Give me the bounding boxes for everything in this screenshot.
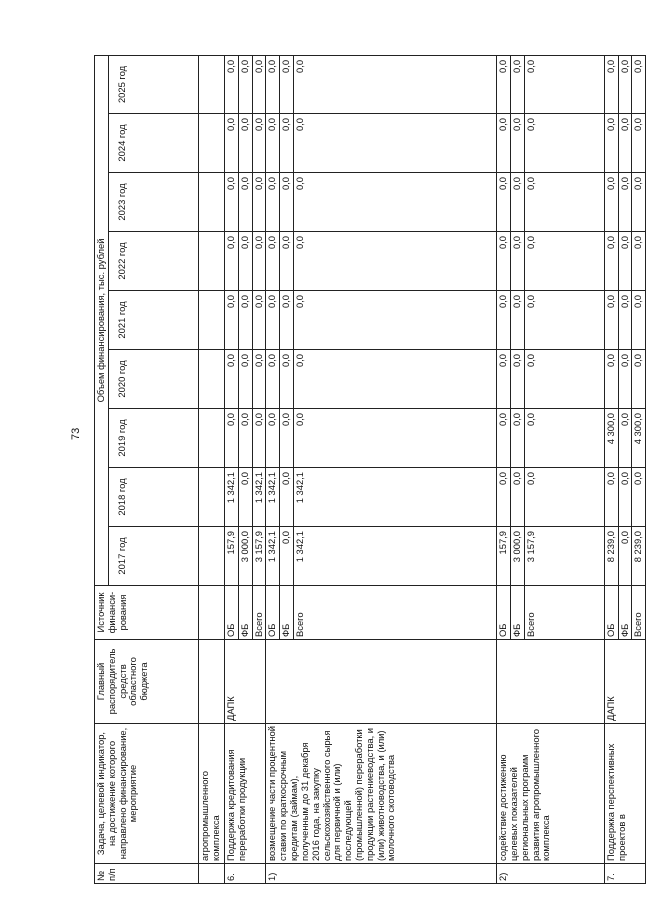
funding-value: 0,0 <box>266 114 280 173</box>
funding-value: 3 000,0 <box>510 527 524 586</box>
funding-source: ФБ <box>238 586 252 640</box>
funding-value: 0,0 <box>252 114 266 173</box>
funding-value: 0,0 <box>632 468 646 527</box>
funding-value: 0,0 <box>252 232 266 291</box>
year-header: 2022 год <box>109 232 199 291</box>
funding-value: 0,0 <box>225 114 239 173</box>
funding-value: 0,0 <box>252 55 266 113</box>
funding-value: 0,0 <box>280 291 294 350</box>
funding-value: 0,0 <box>238 409 252 468</box>
row-number: 2) <box>497 864 605 884</box>
funding-value: 8 239,0 <box>632 527 646 586</box>
funding-value: 0,0 <box>524 409 604 468</box>
funding-value: 0,0 <box>280 232 294 291</box>
funding-value: 0,0 <box>238 232 252 291</box>
funding-value: 0,0 <box>238 55 252 113</box>
funding-source: ФБ <box>510 586 524 640</box>
funding-value: 0,0 <box>604 350 618 409</box>
funding-value: 0,0 <box>510 409 524 468</box>
funding-value: 0,0 <box>280 527 294 586</box>
task-description: Поддержка перспективных проектов в <box>604 724 645 864</box>
funding-value: 157,9 <box>225 527 239 586</box>
funding-value: 0,0 <box>524 291 604 350</box>
funding-value: 0,0 <box>238 114 252 173</box>
row-number: 1) <box>266 864 497 884</box>
funding-value: 0,0 <box>524 468 604 527</box>
funding-value: 0,0 <box>294 114 497 173</box>
budget-administrator <box>497 640 605 724</box>
funding-source: ОБ <box>266 586 280 640</box>
funding-value: 0,0 <box>524 114 604 173</box>
funding-value: 0,0 <box>632 232 646 291</box>
funding-value: 0,0 <box>497 114 511 173</box>
task-description: содействие достижению целевых показателей региональных программ развития агропромышленного комплекса <box>497 724 605 864</box>
task-description: возмещение части процентной ставки по краткосрочным кредитам (займам), полученным до 31 декабря 2016 года, на закупку сельскохозяйственного сырья для первичной и (или) последующей (промышленной) переработки продукции растениеводства, и (или) животноводства, и (или) молочного скотоводства <box>266 724 497 864</box>
funding-value: 1 342,1 <box>294 527 497 586</box>
funding-value: 1 342,1 <box>266 527 280 586</box>
budget-administrator: ДАПК <box>225 640 266 724</box>
funding-source: ОБ <box>225 586 239 640</box>
funding-value: 0,0 <box>225 350 239 409</box>
funding-value: 0,0 <box>280 468 294 527</box>
funding-value: 4 300,0 <box>632 409 646 468</box>
funding-value: 0,0 <box>604 173 618 232</box>
year-header: 2018 год <box>109 468 199 527</box>
col-header-funding: Объем финансирования, тыс. рублей <box>95 55 109 585</box>
funding-value: 0,0 <box>225 232 239 291</box>
funding-value: 0,0 <box>294 350 497 409</box>
funding-value: 0,0 <box>497 468 511 527</box>
funding-source: ФБ <box>618 586 632 640</box>
funding-value: 0,0 <box>252 350 266 409</box>
funding-value: 3 157,9 <box>524 527 604 586</box>
funding-value: 0,0 <box>294 173 497 232</box>
table-row <box>266 55 280 883</box>
funding-source: ФБ <box>280 586 294 640</box>
year-header: 2023 год <box>109 173 199 232</box>
year-header: 2024 год <box>109 114 199 173</box>
funding-value: 0,0 <box>238 291 252 350</box>
funding-value: 0,0 <box>280 173 294 232</box>
funding-value: 0,0 <box>510 114 524 173</box>
funding-value: 0,0 <box>524 350 604 409</box>
funding-value: 0,0 <box>497 55 511 113</box>
funding-value: 0,0 <box>618 350 632 409</box>
funding-value: 0,0 <box>510 173 524 232</box>
funding-value: 0,0 <box>238 468 252 527</box>
funding-value: 0,0 <box>252 409 266 468</box>
funding-value: 0,0 <box>524 55 604 113</box>
funding-source: ОБ <box>497 586 511 640</box>
funding-value: 0,0 <box>225 55 239 113</box>
funding-value: 0,0 <box>618 291 632 350</box>
year-header: 2019 год <box>109 409 199 468</box>
intro-row <box>199 55 225 883</box>
funding-value: 0,0 <box>294 232 497 291</box>
funding-value: 0,0 <box>497 232 511 291</box>
year-header: 2017 год <box>109 527 199 586</box>
year-header: 2021 год <box>109 291 199 350</box>
funding-value: 0,0 <box>604 232 618 291</box>
funding-value: 0,0 <box>604 291 618 350</box>
funding-value: 0,0 <box>238 350 252 409</box>
row-number: 6. <box>225 864 266 884</box>
funding-value: 0,0 <box>497 173 511 232</box>
funding-value: 0,0 <box>280 55 294 113</box>
funding-value: 0,0 <box>294 55 497 113</box>
funding-value: 0,0 <box>510 291 524 350</box>
funding-value: 0,0 <box>280 350 294 409</box>
funding-value: 0,0 <box>266 350 280 409</box>
funding-value: 1 342,1 <box>225 468 239 527</box>
funding-value: 0,0 <box>510 468 524 527</box>
funding-value: 0,0 <box>266 173 280 232</box>
budget-administrator: ДАПК <box>604 640 645 724</box>
funding-value: 0,0 <box>510 232 524 291</box>
row-number: 7. <box>604 864 645 884</box>
funding-value: 0,0 <box>632 55 646 113</box>
year-header: 2020 год <box>109 350 199 409</box>
funding-value: 0,0 <box>632 291 646 350</box>
funding-value: 0,0 <box>266 409 280 468</box>
col-header-source: Источник финанси-рования <box>95 586 199 640</box>
col-header-admin: Главный распорядитель средств областного бюджета <box>95 640 199 724</box>
funding-value: 0,0 <box>497 291 511 350</box>
funding-value: 0,0 <box>618 173 632 232</box>
funding-source: Всего <box>294 586 497 640</box>
funding-value: 0,0 <box>225 291 239 350</box>
funding-value: 0,0 <box>510 350 524 409</box>
funding-value: 0,0 <box>510 55 524 113</box>
col-header-num: № п/п <box>95 864 199 884</box>
funding-source: Всего <box>252 586 266 640</box>
funding-value: 0,0 <box>618 409 632 468</box>
table-row <box>225 55 239 883</box>
funding-value: 0,0 <box>252 291 266 350</box>
funding-value: 0,0 <box>280 114 294 173</box>
funding-value: 0,0 <box>225 173 239 232</box>
funding-value: 157,9 <box>497 527 511 586</box>
funding-value: 0,0 <box>524 232 604 291</box>
funding-value: 0,0 <box>618 232 632 291</box>
funding-source: Всего <box>524 586 604 640</box>
funding-source: ОБ <box>604 586 618 640</box>
financing-table <box>94 55 646 884</box>
funding-value: 0,0 <box>604 468 618 527</box>
page-number: 73 <box>70 427 82 440</box>
funding-value: 0,0 <box>632 114 646 173</box>
funding-value: 1 342,1 <box>294 468 497 527</box>
funding-value: 0,0 <box>497 409 511 468</box>
table-row <box>604 55 618 883</box>
funding-value: 1 342,1 <box>266 468 280 527</box>
col-header-task: Задача, целевой индикатор, на достижение которого направлено финансирование, мероприятие <box>95 724 199 864</box>
funding-value: 0,0 <box>618 527 632 586</box>
funding-value: 0,0 <box>632 350 646 409</box>
intro-text: агропромышленного комплекса <box>199 724 225 864</box>
funding-value: 0,0 <box>618 468 632 527</box>
task-description: Поддержка кредитования переработки продукции <box>225 724 266 864</box>
budget-administrator <box>266 640 497 724</box>
funding-value: 0,0 <box>524 173 604 232</box>
funding-value: 0,0 <box>618 114 632 173</box>
funding-source: Всего <box>632 586 646 640</box>
funding-value: 0,0 <box>294 409 497 468</box>
funding-value: 0,0 <box>238 173 252 232</box>
funding-value: 0,0 <box>252 173 266 232</box>
funding-value: 0,0 <box>266 55 280 113</box>
rotated-table-container <box>94 56 644 884</box>
funding-value: 0,0 <box>604 114 618 173</box>
funding-value: 0,0 <box>632 173 646 232</box>
funding-value: 0,0 <box>266 232 280 291</box>
funding-value: 0,0 <box>618 55 632 113</box>
funding-value: 0,0 <box>497 350 511 409</box>
year-header: 2025 год <box>109 55 199 113</box>
funding-value: 8 239,0 <box>604 527 618 586</box>
funding-value: 0,0 <box>266 291 280 350</box>
funding-value: 0,0 <box>604 55 618 113</box>
funding-value: 4 300,0 <box>604 409 618 468</box>
funding-value: 1 342,1 <box>252 468 266 527</box>
funding-value: 3 000,0 <box>238 527 252 586</box>
table-row <box>497 55 511 883</box>
funding-value: 0,0 <box>280 409 294 468</box>
funding-value: 3 157,9 <box>252 527 266 586</box>
funding-value: 0,0 <box>294 291 497 350</box>
funding-value: 0,0 <box>225 409 239 468</box>
